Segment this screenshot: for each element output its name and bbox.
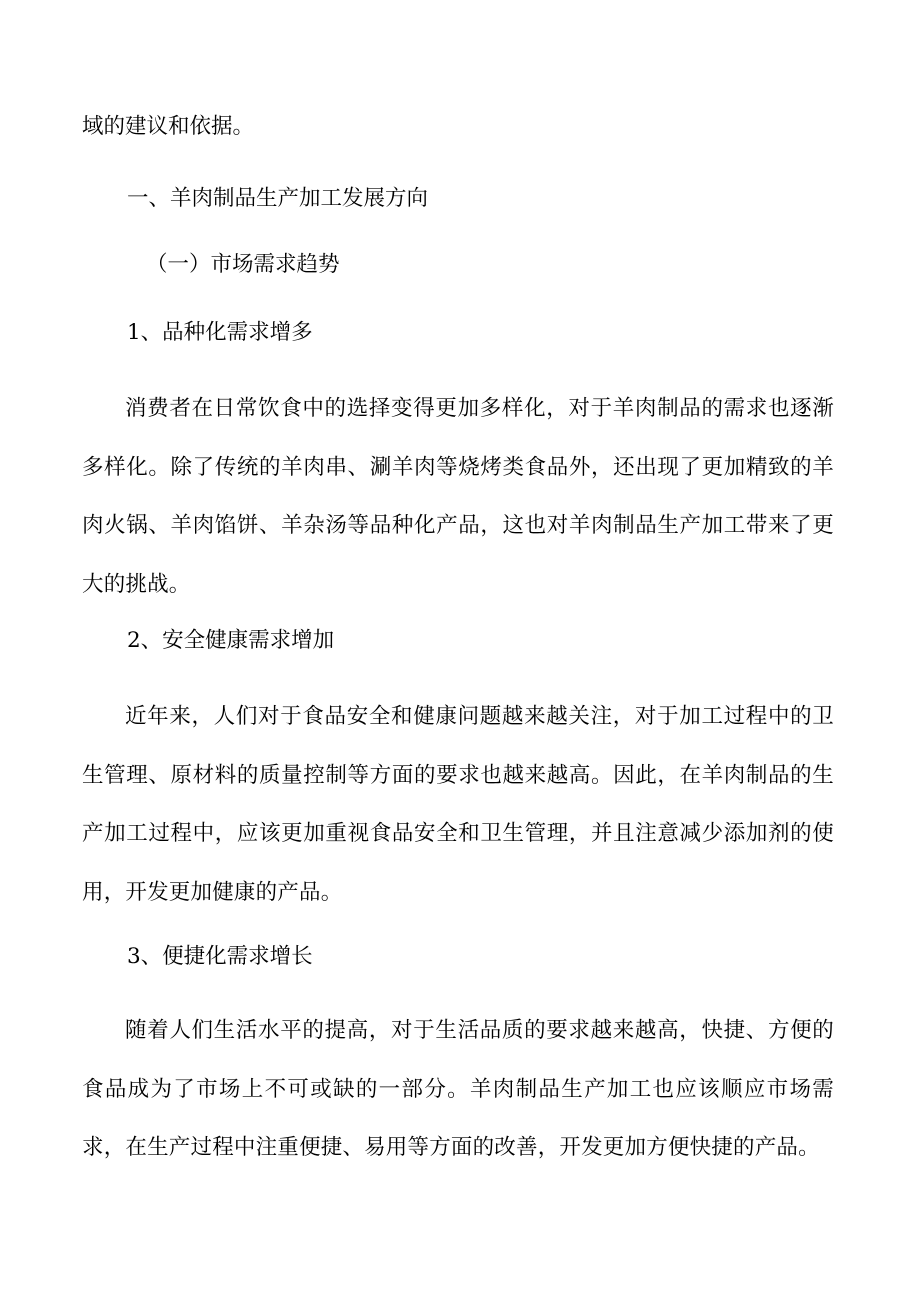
subsection-heading: （一）市场需求趋势 — [146, 252, 340, 277]
continuation-text: 域的建议和依据。 — [82, 114, 255, 139]
item-body-1: 消费者在日常饮食中的选择变得更加多样化，对于羊肉制品的需求也逐渐多样化。除了传统的羊肉串、涮羊肉等烧烤类食品外，还出现了更加精致的羊肉火锅、羊肉馅饼、羊杂汤等品种化产品，这也对羊肉制品生产加工带来了更大的挑战。 — [82, 396, 834, 597]
item-body-2: 近年来，人们对于食品安全和健康问题越来越关注，对于加工过程中的卫生管理、原材料的质量控制等方面的要求也越来越高。因此，在羊肉制品的生产加工过程中，应该更加重视食品安全和卫生管理，并且注意减少添加剂的使用，开发更加健康的产品。 — [82, 704, 834, 905]
item-heading-1: 1、品种化需求增多 — [127, 320, 313, 345]
item-body-3: 随着人们生活水平的提高，对于生活品质的要求越来越高，快捷、方便的食品成为了市场上不可或缺的一部分。羊肉制品生产加工也应该顺应市场需求，在生产过程中注重便捷、易用等方面的改善，开发更加方便快捷的产品。 — [82, 1018, 834, 1160]
item-heading-3: 3、便捷化需求增长 — [127, 944, 313, 969]
item-heading-2: 2、安全健康需求增加 — [127, 628, 335, 653]
section-heading: 一、羊肉制品生产加工发展方向 — [127, 186, 429, 211]
